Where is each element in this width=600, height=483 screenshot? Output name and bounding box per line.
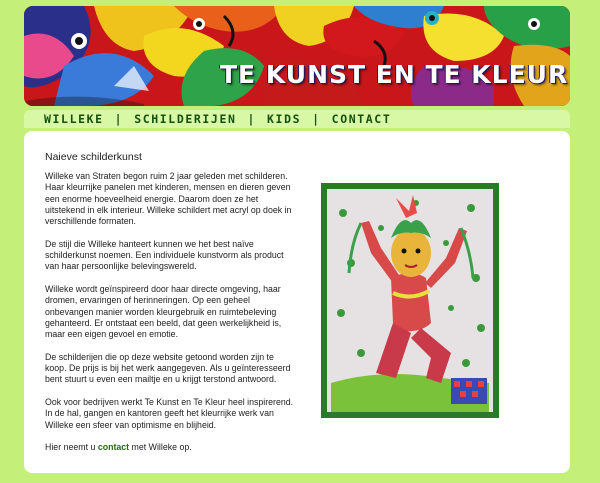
page-heading: Naieve schilderkunst [45,151,142,163]
closing-text-after: met Willeke op. [129,442,192,453]
banner-artwork [24,6,570,106]
painting-image [321,183,499,418]
nav-item-schilderijen[interactable]: SCHILDERIJEN [134,112,237,126]
content-panel [24,131,570,473]
header-banner [24,6,570,106]
paragraph: Ook voor bedrijven werkt Te Kunst en Te Kleur heel inspirerend. In de hal, gangen en kantoren geeft het kleurrijke werk van Willeke een sfeer van optimisme en blijheid. [45,396,294,430]
paragraph: De stijl die Willeke hanteert kunnen we het best naïve schilderkunst noemen. Een individuele kunstvorm als product van haar persoonlijke belevingswereld. [45,238,284,272]
nav-separator: | [247,112,257,126]
site-title: TE KUNST EN TE KLEUR [220,60,569,89]
nav-separator: | [312,112,321,126]
main-nav [24,110,570,128]
paragraph: Willeke van Straten begon ruim 2 jaar geleden met schilderen. Haar kleurrijke panelen met kinderen, mensen en dieren geven een enorme hoeveelheid energie. Daarom doen ze het uitstekend in elk interieur. Willeke schildert met acryl op doek in verschillende formaten. [45,171,292,227]
nav-item-kids[interactable]: KIDS [267,112,302,126]
nav-item-contact[interactable]: CONTACT [331,112,392,126]
nav-item-willeke[interactable]: WILLEKE [44,112,104,126]
contact-link[interactable]: contact [97,442,130,453]
closing-paragraph [45,442,295,453]
article-text [45,171,295,465]
featured-painting [321,183,499,418]
paragraph: Willeke wordt geïnspireerd door haar directe omgeving, haar dromen, ervaringen of herinneringen. Op een geheel onbevangen manier worden kleurgebruik en ruimtebeleving gehanteerd. Er ontstaat een beeld, dat geen werkelijkheid is, maar een eigen gevoel en emotie. [45,283,282,340]
paragraph: De schilderijen die op deze website getoond worden zijn te koop. De prijs is bij het werk aangegeven. Als u geïnteresseerd bent stuurt u even een mailtje en u krijgt terstond antwoord. [45,351,291,385]
nav-separator: | [114,112,124,126]
closing-text-before: Hier neemt u [45,442,98,453]
